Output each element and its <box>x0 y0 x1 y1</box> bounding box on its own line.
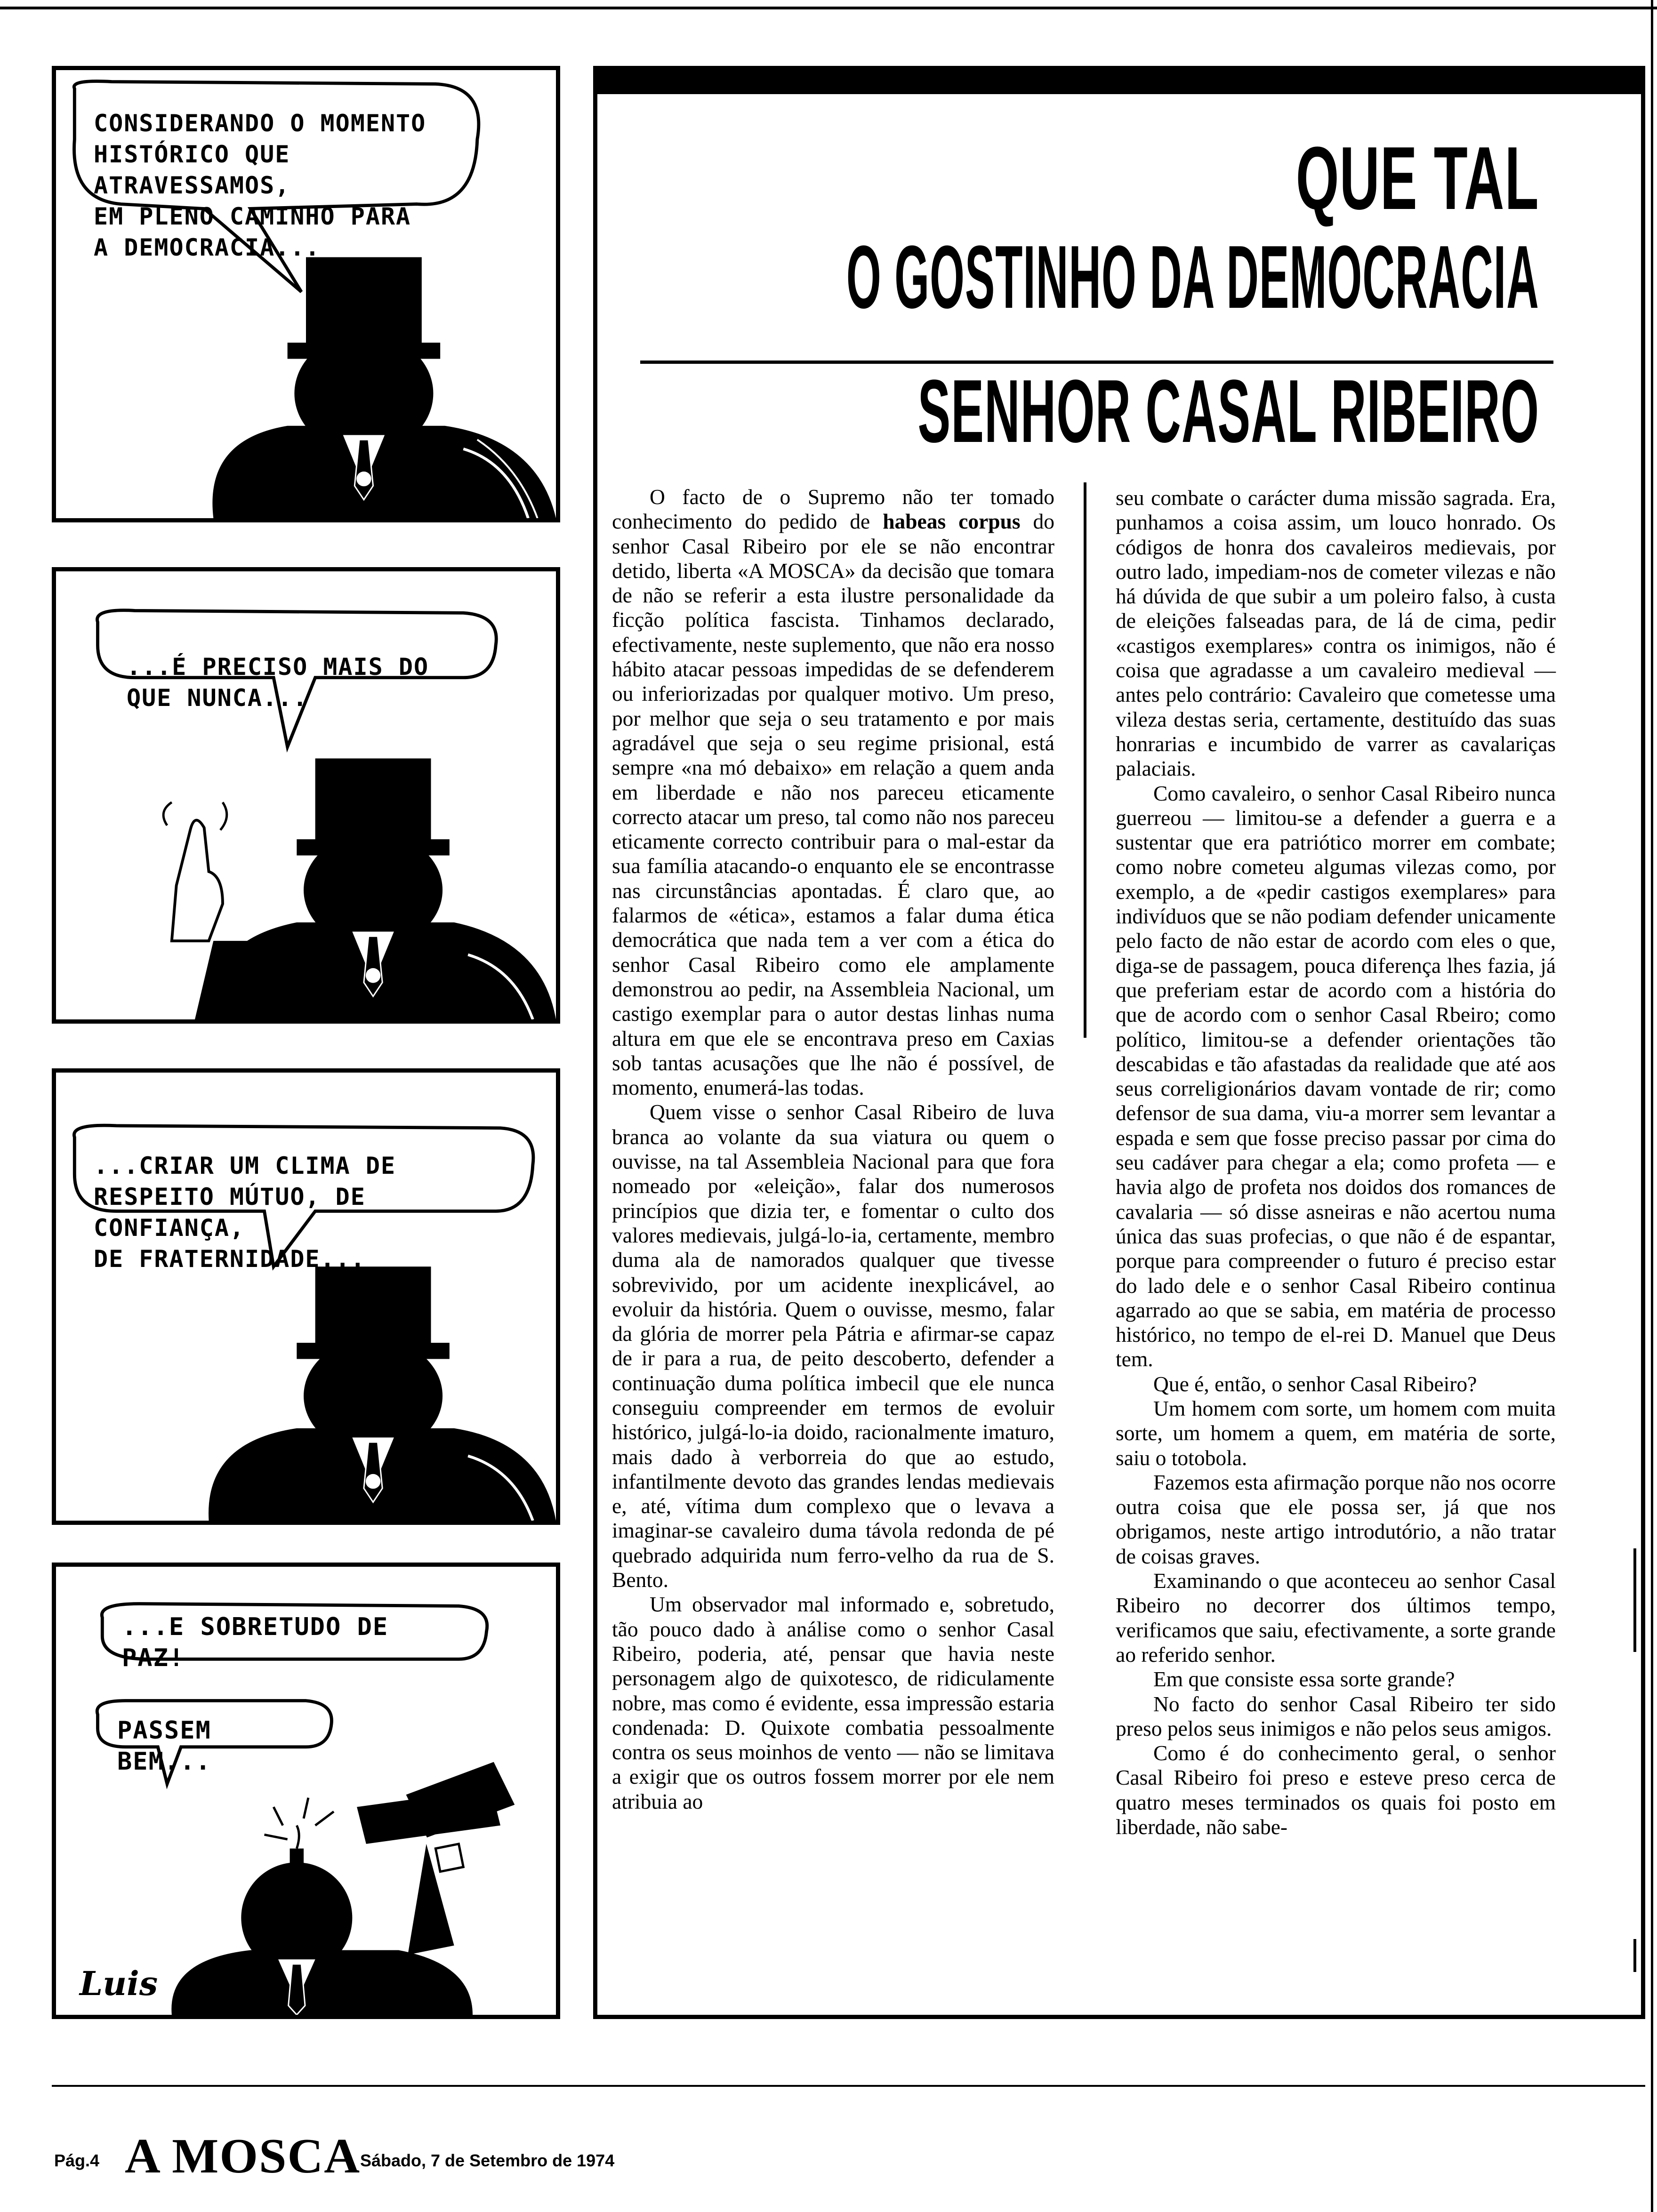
bold-term: habeas corpus <box>883 509 1021 534</box>
top-hat-man-figure-2 <box>56 1073 556 1521</box>
publication-date: Sábado, 7 de Setembro de 1974 <box>360 2151 615 2170</box>
paragraph: Como é do conhecimento geral, o senhor Casal Ribeiro foi preso e esteve preso cerca de quatro meses terminados os quais foi posto em liberdade, não sabe- <box>1116 1741 1556 1839</box>
top-hat-man-pointing-figure <box>56 571 556 1019</box>
publication-title: A MOSCA <box>125 2128 361 2183</box>
page-number: Pág.4 <box>54 2151 100 2170</box>
speech-bubble-4b: PASSEM BEM... <box>117 1716 211 1776</box>
page-top-border <box>0 7 1657 9</box>
comic-strip <box>52 66 560 2019</box>
headline-line-3: SENHOR CASAL RIBEIRO <box>917 361 1539 461</box>
comic-panel-3 <box>52 1068 560 1525</box>
paragraph: Em que consiste essa sorte grande? <box>1153 1667 1455 1691</box>
paragraph: Quem visse o senhor Casal Ribeiro de luva branca ao volante da sua viatura ou quem o ouvisse, na tal Assembleia Nacional para que fora nomeado por «eleição», falar dos numerosos princípios que dizia ter, e fomentar o culto dos valores medievais, julgá-lo-ia, certamente, membro duma ala de namorados qualquer que tivesse sobrevivido, por um acidente inexplicável, ao evoluir da história. Quem o ouvisse, mesmo, falar da glória de morrer pela Pátria e afirmar-se capaz de ir para a rua, de peito descoberto, defender a continuação duma política imbecil que ele nunca conseguiu compreender em termos de evoluir histórico, julgá-lo-ia doido, racionalmente imaturo, mais dado à verborreia do que ao estudo, infantilmente devoto das grandes lendas medievais e, até, vítima dum complexo que o levava a imaginar-se cavaleiro duma távola redonda de pé quebrado adquirida num ferro-velho da rua de S. Bento. <box>612 1100 1054 1592</box>
page-right-border <box>1651 0 1653 2212</box>
paragraph: O facto de o Supremo não ter tomado conhecimento do pedido de habeas corpus do senhor Casal Ribeiro por ele se não encontrar detido, liberta «A MOSCA» da decisão que tomara de não se referir a esta ilustre personalidade da ficção política fascista. Tinhamos declarado, efectivamente, neste suplemento, que não era nosso hábito atacar pessoas impedidas de se defenderem ou inferiorizadas por qualquer motivo. Um preso, por melhor que seja o seu tratamento e por mais agradável que seja o seu regime prisional, está sempre «na mó debaixo» em relação a quem anda em liberdade e não nos pareceu eticamente correcto atacar um preso, tal como não nos pareceu eticamente correcto contribuir para o mal-estar da sua família atacando-o enquanto ele se encontrasse nas circunstâncias apontadas. É claro que, ao falarmos de «ética», estamos a falar duma ética democrática que nada tem a ver com a ética do senhor Casal Ribeiro como ele amplamente demonstrou ao pedir, na Assembleia Nacional, um castigo exemplar para o autor destas linhas numa altura em que ele se encontrava preso em Caxias sob tantas acusações que lhe não é possível, de momento, enumerá-las todas. <box>612 485 1054 1100</box>
paragraph: Que é, então, o senhor Casal Ribeiro? <box>1153 1371 1477 1396</box>
speech-bubble-2: ...É PRECISO MAIS DO QUE NUNCA... <box>127 653 429 712</box>
paragraph: Fazemos esta afirmação porque não nos ocorre outra coisa que ele possa ser, já que nos obrigamos, neste artigo introdutório, a não tratar de coisas graves. <box>1116 1470 1556 1568</box>
comic-panel-2 <box>52 567 560 1024</box>
speech-bubble-4a: ...E SOBRETUDO DE PAZ! <box>122 1613 389 1672</box>
paragraph: seu combate o carácter duma missão sagrada. Era, punhamos a coisa assim, um louco honrado. Os códigos de honra dos cavaleiros medievais, por outro lado, impediam-nos de cometer vilezas e não há dúvida de que subir a um poleiro falso, à custa de eleições falseadas para, de lá de cima, pedir «castigos exemplares» contra os inimigos, não é coisa que agradasse a um cavaleiro medieval — antes pelo contrário: Cavaleiro que cometesse uma vileza destas seria, certamente, destituído das suas honrarias e incumbido de varrer as cavalariças palaciais. <box>1116 486 1556 781</box>
footer-rule <box>52 2085 1645 2087</box>
paragraph: Como cavaleiro, o senhor Casal Ribeiro nunca guerreou — limitou-se a defender a guerra e a sustentar que era patriótico morrer em combate; como nobre cometeu algumas vilezas como, por exemplo, a de «pedir castigos exemplares» para indivíduos que se não podiam defender unicamente pelo facto de não estar de acordo com eles o que, diga-se de passagem, pouca diferença lhes fazia, já que preferiam estar de acordo com a história do que de acordo com o senhor Casal Rbeiro; como político, limitou-se a defender orientações tão descabidas e tão afastadas da realidade que até aos seus correligionários davam vontade de rir; como defensor de sua dama, viu-a morrer sem levantar a espada e sem que fosse preciso passar por cima do seu cadáver para chegar a ela; como profeta — e havia algo de profeta nos doidos dos romances de cavalaria — só disse asneiras e não acertou numa única das suas profecias, o que não é de espantar, porque para compreender o futuro é preciso estar do lado dele e o senhor Casal Ribeiro continua agarrado ao que se sabia, em matéria de processo histórico, no tempo de el-rei D. Manuel que Deus tem. <box>1116 781 1556 1371</box>
headline-line-1: QUE TAL <box>1296 128 1539 228</box>
paragraph: Um homem com sorte, um homem com muita sorte, um homem a quem, em matéria de sorte, saiu o totobola. <box>1116 1396 1556 1470</box>
paragraph: Um observador mal informado e, sobretudo, tão pouco dado à análise como o senhor Casal Ribeiro, poderia, até, pensar que havia neste personagem algo de quixotesco, de ridiculamente nobre, mas como é evidente, essa impressão estaria condenada: D. Quixote combatia pessoalmente contra os seus moinhos de vento — não se limitava a exigir que os outros fossem morrer por ele nem atribuia ao <box>612 1592 1054 1813</box>
column-divider <box>1084 482 1086 1038</box>
speech-bubble-3: ...CRIAR UM CLIMA DE RESPEITO MÚTUO, DE CONFIANÇA, DE FRATERNIDADE... <box>94 1152 396 1273</box>
article-column-1 <box>612 485 1054 1814</box>
comic-panel-4 <box>52 1563 560 2019</box>
speech-bubble-1: CONSIDERANDO O MOMENTO HISTÓRICO QUE ATRAVESSAMOS, EM PLENO CAMINHO PARA A DEMOCRACIA... <box>94 110 426 261</box>
comic-panel-1 <box>52 66 560 522</box>
margin-mark <box>1633 1939 1636 1972</box>
article-column-2 <box>1116 486 1556 1839</box>
artist-signature: Luis <box>80 1964 158 2003</box>
paragraph: Examinando o que aconteceu ao senhor Casal Ribeiro no decorrer dos últimos tempo, verificamos que saiu, efectivamente, a sorte grande ao referido senhor. <box>1116 1569 1556 1667</box>
headline-line-2: O GOSTINHO DA DEMOCRACIA <box>846 227 1539 327</box>
article-top-rule <box>593 66 1645 94</box>
paragraph: No facto do senhor Casal Ribeiro ter sido preso pelos seus inimigos e não pelos seus amigos. <box>1116 1691 1556 1740</box>
margin-mark <box>1633 1548 1636 1652</box>
